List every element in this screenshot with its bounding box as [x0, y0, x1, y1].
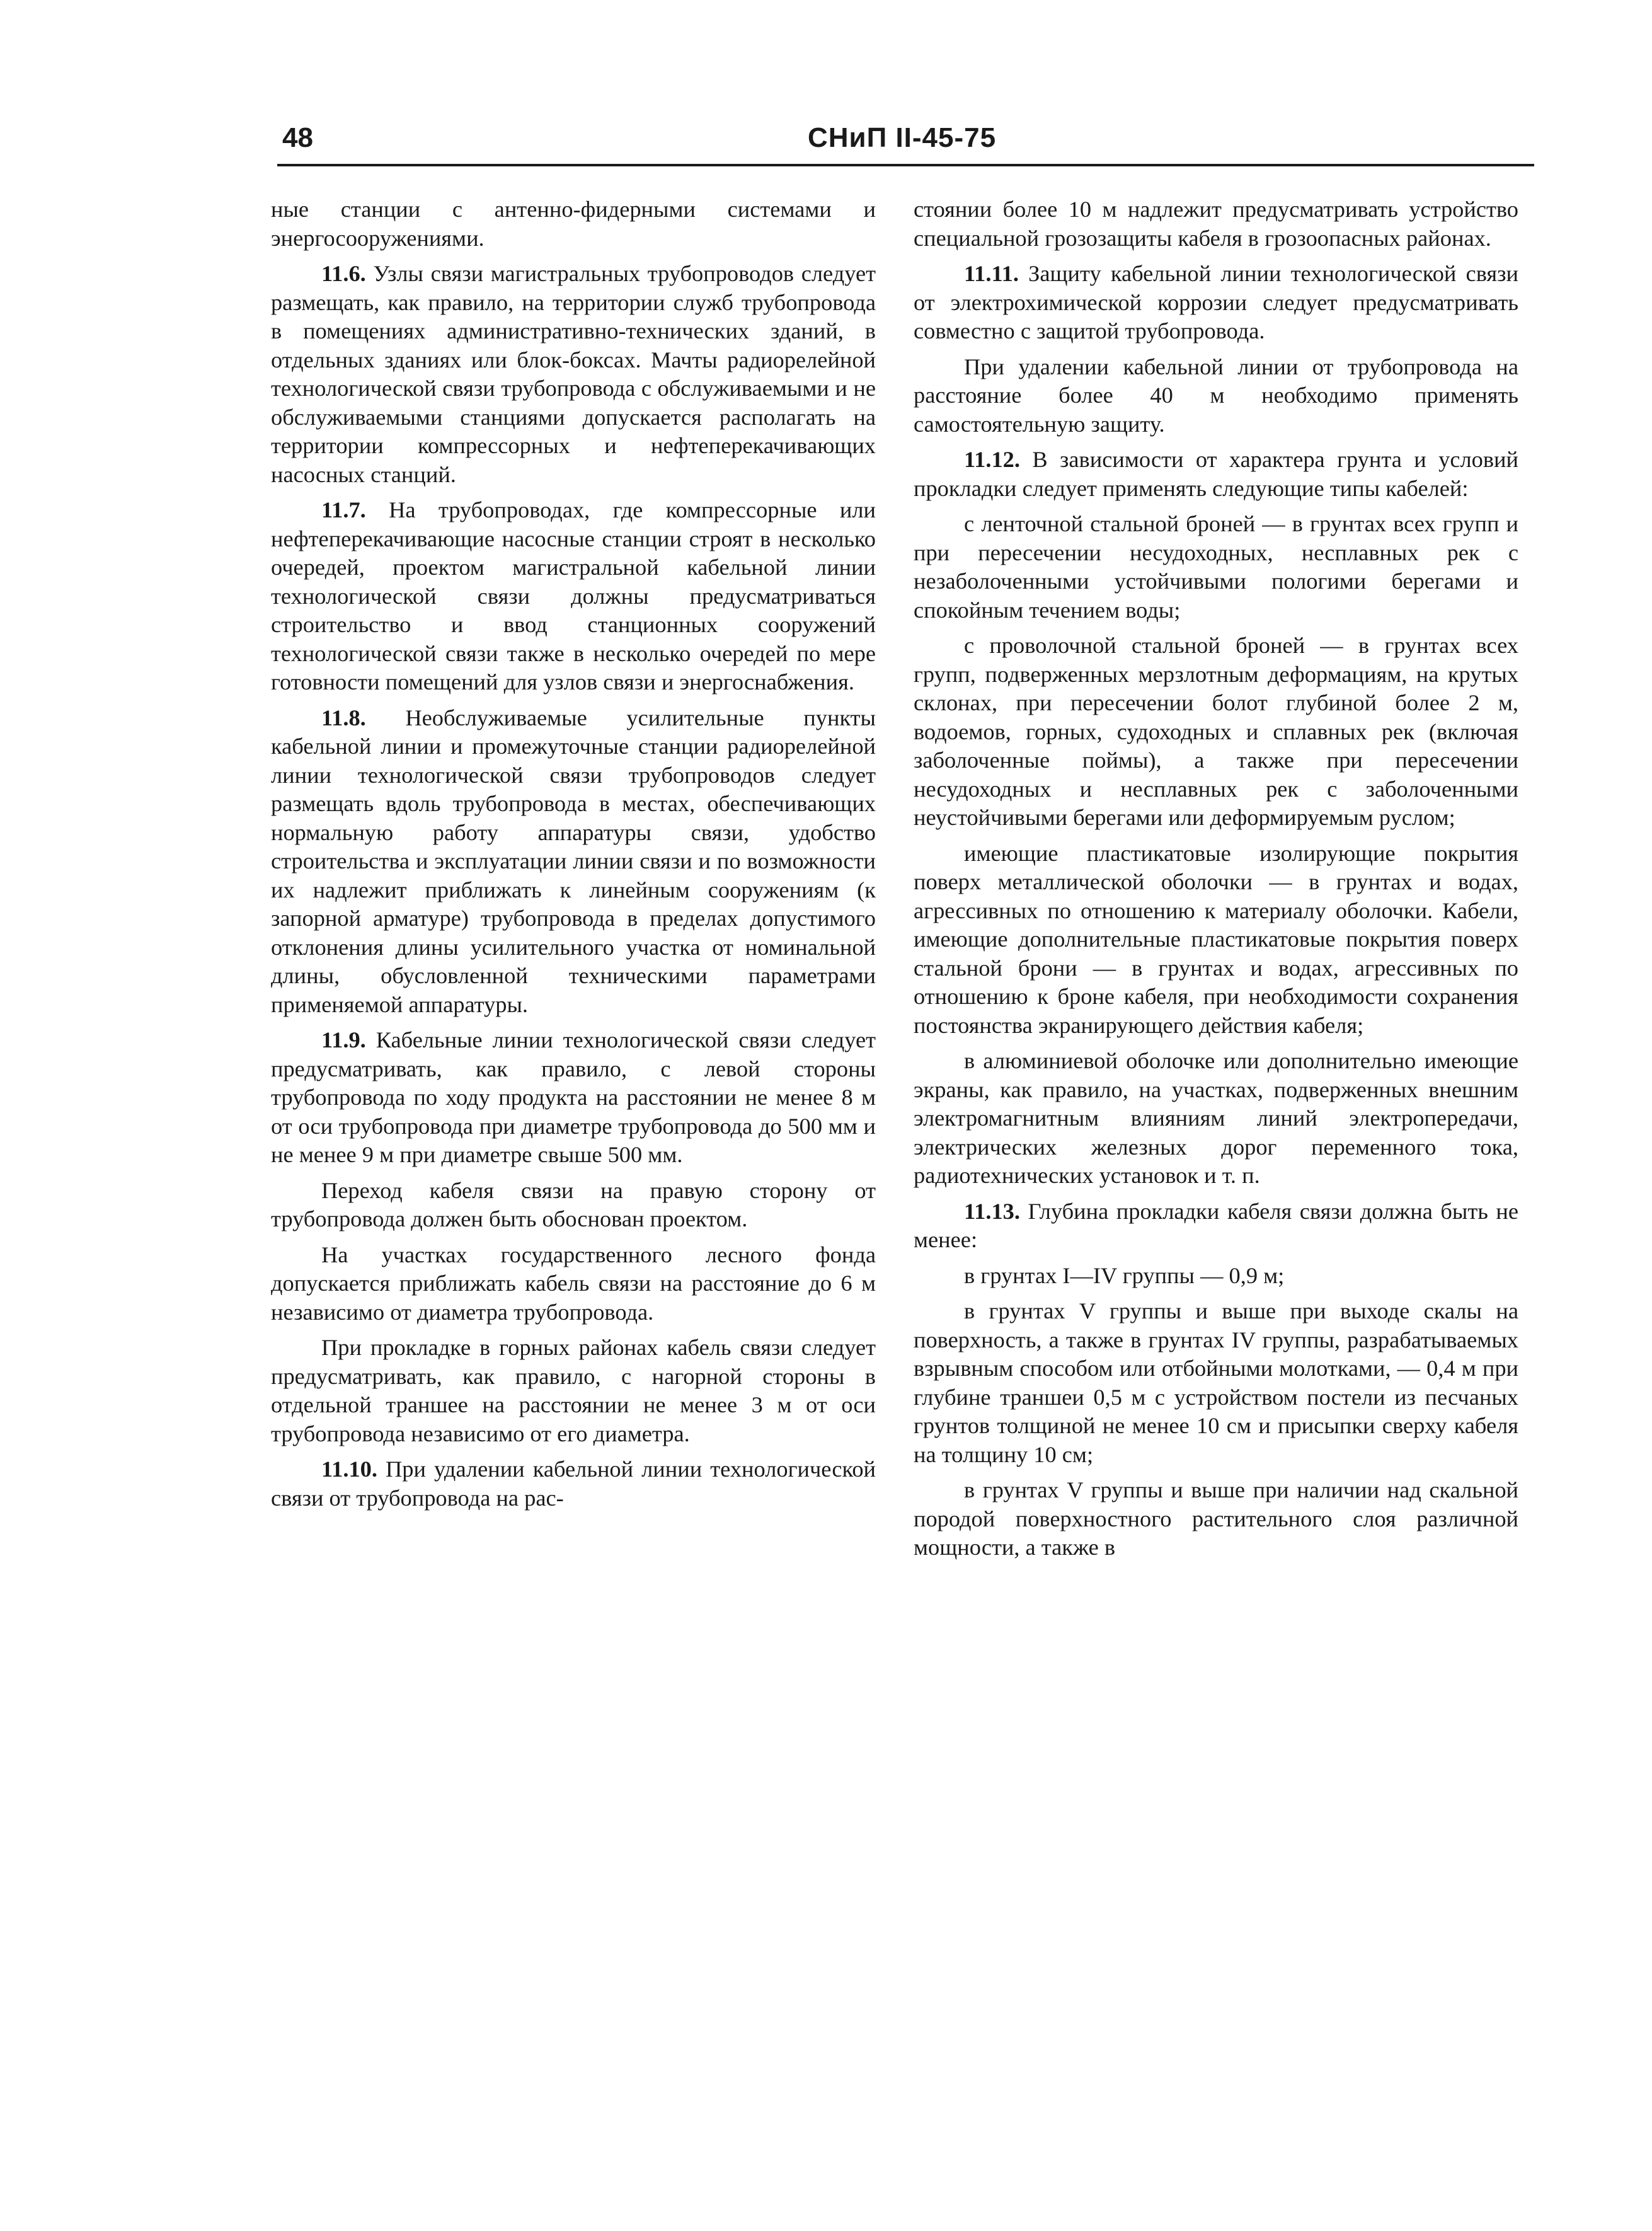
paragraph — [914, 353, 1518, 439]
clause-11-11 — [914, 260, 1518, 346]
paragraph-text: в алюминиевой оболочке или дополнительно имеющие экраны, как правило, на участках, подверженных внешним электромагнитным влияниям линий электропередачи, электрических железных дорог переменного тока, радиотехнических установок и т. п. — [914, 1048, 1518, 1188]
paragraph-text: в грунтах V группы и выше при выходе скалы на поверхность, а также в грунтах IV группы, разрабатываемых взрывным способом или отбойными молотками, — 0,4 м при глубине траншеи 0,5 м с устройством постели из песчаных грунтов толщиной не менее 10 см и присыпки сверху кабеля на толщину 10 см; — [914, 1298, 1518, 1467]
paragraph — [271, 1177, 876, 1234]
clause-number: 11.12. — [964, 447, 1020, 472]
paragraph-text: При удалении кабельной линии технологической связи от трубопровода на рас- — [271, 1456, 876, 1511]
left-column — [271, 195, 876, 1519]
right-column — [914, 195, 1518, 1569]
paragraph-text: При удалении кабельной линии от трубопровода на расстояние более 40 м необходимо применять самостоятельную защиту. — [914, 354, 1518, 437]
clause-number: 11.7. — [321, 497, 366, 522]
clause-11-7 — [271, 496, 876, 697]
paragraph-text: с ленточной стальной броней — в грунтах всех групп и при пересечении несудоходных, несплавных рек с незаболоченными устойчивыми пологими берегами и спокойным течением воды; — [914, 511, 1518, 623]
clause-number: 11.10. — [321, 1456, 377, 1482]
list-item — [914, 1262, 1518, 1291]
paragraph-text: При прокладке в горных районах кабель связи следует предусматривать, как правило, с нагорной стороны в отдельной траншее на расстоянии не менее 3 м от оси трубопровода независимо от его диаметра. — [271, 1335, 876, 1446]
paragraph — [914, 195, 1518, 253]
header-rule — [277, 164, 1534, 166]
clause-number: 11.11. — [964, 261, 1019, 286]
document-code: СНиП II-45-75 — [808, 122, 997, 153]
paragraph-text: Необслуживаемые усилительные пункты кабельной линии и промежуточные станции радиорелейной линии технологической связи трубопроводов следует размещать вдоль трубопровода в местах, обеспечивающих нормальную работу аппаратуры связи, удобство строительства и эксплуатации линии связи и по возможности их надлежит приближать к линейным сооружениям (к запорной арматуре) трубопровода в пределах допустимого отклонения длины усилительного участка от номинальной длины, обусловленной техническими параметрами применяемой аппаратуры. — [271, 705, 876, 1017]
page-number: 48 — [282, 122, 313, 153]
list-item — [914, 510, 1518, 625]
paragraph-text: имеющие пластикатовые изолирующие покрытия поверх металлической оболочки — в грунтах и водах, агрессивных по отношению к материалу оболочки. Кабели, имеющие дополнительные пластикатовые покрытия поверх стальной брони — в грунтах и водах, агрессивных по отношению к броне кабеля, при необходимости сохранения постоянства экранирующего действия кабеля; — [914, 840, 1518, 1038]
clause-number: 11.6. — [321, 261, 366, 286]
clause-11-12 — [914, 446, 1518, 503]
list-item — [914, 1297, 1518, 1469]
paragraph-text: В зависимости от характера грунта и условий прокладки следует применять следующие типы кабелей: — [914, 447, 1518, 501]
page-header — [271, 118, 1534, 169]
paragraph-text: в грунтах V группы и выше при наличии над скальной породой поверхностного растительного слоя различной мощности, а также в — [914, 1477, 1518, 1560]
paragraph-text: ные станции с антенно-фидерными системами и энергосооружениями. — [271, 197, 876, 251]
paragraph-text: Защиту кабельной линии технологической связи от электрохимической коррозии следует предусматривать совместно с защитой трубопровода. — [914, 261, 1518, 343]
clause-number: 11.9. — [321, 1027, 366, 1052]
paragraph-text: Глубина прокладки кабеля связи должна быть не менее: — [914, 1198, 1518, 1252]
paragraph-text: Кабельные линии технологической связи следует предусматривать, как правило, с левой стороны трубопровода по ходу продукта на расстоянии не менее 8 м от оси трубопровода при диаметре трубопровода до 500 мм и не менее 9 м при диаметре свыше 500 мм. — [271, 1027, 876, 1167]
paragraph — [271, 1334, 876, 1448]
clause-number: 11.8. — [321, 705, 366, 730]
paragraph-text: Переход кабеля связи на правую сторону от трубопровода должен быть обоснован проектом. — [271, 1177, 876, 1231]
paragraph-text: стоянии более 10 м надлежит предусматривать устройство специальной грозозащиты кабеля в грозоопасных районах. — [914, 197, 1518, 251]
list-item — [914, 1476, 1518, 1562]
paragraph — [271, 195, 876, 253]
paragraph-text: Узлы связи магистральных трубопроводов следует размещать, как правило, на территории служб трубопровода в помещениях административно-технических зданий, в отдельных зданиях или блок-боксах. Мачты радиорелейной технологической связи трубопровода с обслуживаемыми и не обслуживаемыми станциями допускается располагать на территории компрессорных и нефтеперекачивающих насосных станций. — [271, 261, 876, 487]
paragraph-text: с проволочной стальной броней — в грунтах всех групп, подверженных мерзлотным деформациям, на крутых склонах, при пересечении болот глубиной более 2 м, водоемов, горных, судоходных и сплавных рек (включая заболоченные поймы), а также при пересечении несудоходных и несплавных рек с заболоченными неустойчивыми берегами или деформируемым руслом; — [914, 633, 1518, 830]
clause-11-9 — [271, 1026, 876, 1170]
clause-11-8 — [271, 704, 876, 1020]
paragraph-text: в грунтах I—IV группы — 0,9 м; — [964, 1262, 1285, 1288]
clause-number: 11.13. — [964, 1198, 1020, 1224]
clause-11-10 — [271, 1455, 876, 1513]
list-item — [914, 839, 1518, 1041]
paragraph — [271, 1241, 876, 1327]
paragraph-text: На трубопроводах, где компрессорные или нефтеперекачивающие насосные станции строят в несколько очередей, проектом магистральной кабельной линии технологической связи должны предусматриваться строительство и ввод станционных сооружений технологической связи также в несколько очередей по мере готовности помещений для узлов связи и энергоснабжения. — [271, 497, 876, 695]
clause-11-6 — [271, 260, 876, 489]
list-item — [914, 1047, 1518, 1190]
paragraph-text: На участках государственного лесного фонда допускается приближать кабель связи на расстояние до 6 м независимо от диаметра трубопровода. — [271, 1242, 876, 1325]
clause-11-13 — [914, 1197, 1518, 1255]
list-item — [914, 631, 1518, 833]
